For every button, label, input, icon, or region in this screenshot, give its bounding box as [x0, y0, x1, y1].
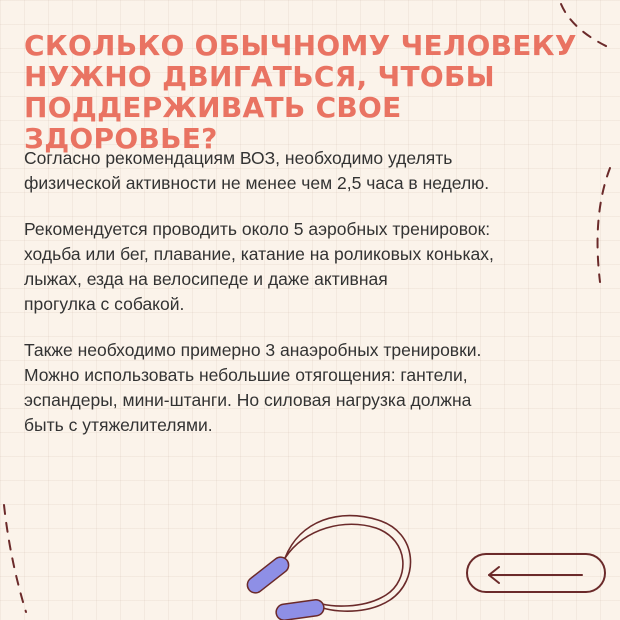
text-line: физической активности не менее чем 2,5 часа в неделю. — [24, 173, 490, 193]
text-line: Согласно рекомендациям ВОЗ, необходимо уделять — [24, 148, 453, 168]
text-line: Также необходимо примерно 3 анаэробных тренировки. — [24, 340, 482, 360]
text-line: эспандеры, мини-штанги. Но силовая нагрузка должна — [24, 390, 472, 410]
text-line: лыжах, езда на велосипеде и даже активная — [24, 269, 388, 289]
rope-handle-right — [275, 599, 325, 620]
page-title: СКОЛЬКО ОБЫЧНОМУ ЧЕЛОВЕКУ НУЖНО ДВИГАТЬСЯ, ЧТОБЫ ПОДДЕРЖИВАТЬ СВОЕ ЗДОРОВЬЕ? — [24, 29, 577, 155]
text-line: прогулка с собакой. — [24, 294, 185, 314]
rope-handle-left — [244, 554, 292, 596]
text-line: ходьба или бег, плавание, катание на роликовых коньках, — [24, 244, 494, 264]
text-line: Можно использовать небольшие отягощения: гантели, — [24, 365, 468, 385]
text-line: быть с утяжелителями. — [24, 415, 213, 435]
arrow-left-icon — [486, 565, 586, 585]
back-button[interactable] — [466, 553, 606, 593]
text-line: Рекомендуется проводить около 5 аэробных тренировок: — [24, 219, 491, 239]
